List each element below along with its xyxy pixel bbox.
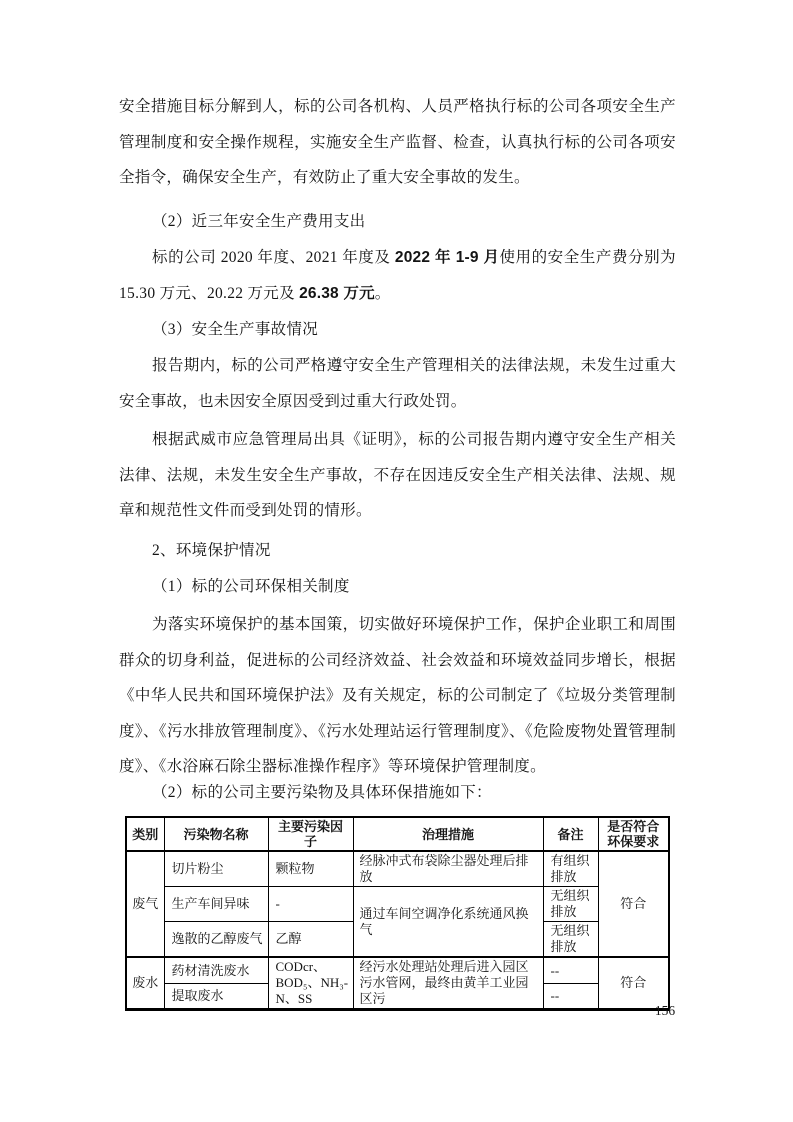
cell-pollution-factor: -	[268, 887, 353, 922]
pollutants-table	[125, 816, 670, 1011]
paragraph-safety-expense	[119, 240, 676, 311]
heading-safety-expense: （2）近三年安全生产费用支出	[152, 213, 366, 230]
expense-text-segment: 使用的安全生产费分别为 15.30 万元、20.22 万元及	[119, 249, 676, 302]
cell-pollutant-name: 药材清洗废水	[164, 957, 268, 984]
cell-pollutant-name: 提取废水	[164, 984, 268, 1010]
table-row	[126, 957, 669, 984]
cell-pollution-factor: 乙醇	[268, 922, 353, 958]
cell-pollution-factor: CODcr、BOD₅、NH₃-N、SS	[268, 957, 353, 1010]
paragraph-environment-system: 为落实环境保护的基本国策，切实做好环境保护工作，保护企业职工和周围群众的切身利益，促进标的公司经济效益、社会效益和环境效益同步增长，根据《中华人民共和国环境保护法》及有关规定，标的公司制定了《垃圾分类管理制度》、《污水排放管理制度》、《污水处理站运行管理制度》、《危险废物处置管理制度》、《水浴麻石除尘器标准操作程序》等环境保护管理制度。	[119, 616, 676, 775]
cell-pollutant-name: 逸散的乙醇废气	[164, 922, 268, 958]
expense-period-bold: 2022 年 1-9 月	[394, 249, 500, 266]
table-row	[126, 887, 669, 922]
cell-treatment: 经污水处理站处理后进入园区污水管网，最终由黄羊工业园区污	[353, 957, 543, 1010]
cell-compliance-gas: 符合	[598, 851, 669, 957]
cell-remark: --	[543, 984, 598, 1010]
cell-remark: --	[543, 957, 598, 984]
expense-text-segment: 。	[374, 284, 391, 302]
header-pollution-factor: 主要污染因子	[268, 817, 353, 851]
cell-remark: 有组织排放	[543, 851, 598, 887]
cell-pollutant-name: 切片粉尘	[164, 851, 268, 887]
paragraph-safety-continuation: 安全措施目标分解到人，标的公司各机构、人员严格执行标的公司各项安全生产管理制度和安全操作规程，实施安全生产监督、检查，认真执行标的公司各项安全指令，确保安全生产，有效防止了重大安全事故的发生。	[119, 98, 676, 186]
page-number: 156	[654, 1003, 676, 1018]
cell-category-water: 废水	[126, 957, 164, 1010]
cell-remark: 无组织排放	[543, 887, 598, 922]
cell-treatment: 经脉冲式布袋除尘器处理后排放	[353, 851, 543, 887]
header-pollutant-name: 污染物名称	[164, 817, 268, 851]
paragraph-safety-certificate: 根据武威市应急管理局出具《证明》，标的公司报告期内遵守安全生产相关法律、法规，未发生安全生产事故，不存在因违反安全生产相关法律、法规、规章和规范性文件而受到处罚的情形。	[119, 431, 676, 519]
heading-environment: 2、环境保护情况	[152, 542, 271, 559]
header-compliance: 是否符合环保要求	[598, 817, 669, 851]
expense-text-segment: 标的公司 2020 年度、2021 年度及	[152, 249, 395, 266]
heading-safety-accident: （3）安全生产事故情况	[152, 321, 319, 338]
cell-compliance-water: 符合	[598, 957, 669, 1010]
cell-category-gas: 废气	[126, 851, 164, 957]
table-header-row	[126, 817, 669, 851]
cell-treatment: 通过车间空调净化系统通风换气	[353, 887, 543, 958]
table-row	[126, 851, 669, 887]
heading-pollutants-table: （2）标的公司主要污染物及具体环保措施如下：	[152, 784, 492, 801]
header-treatment: 治理措施	[353, 817, 543, 851]
header-remark: 备注	[543, 817, 598, 851]
heading-environment-system: （1）标的公司环保相关制度	[152, 578, 350, 595]
header-category: 类别	[126, 817, 164, 851]
expense-amount-bold: 26.38 万元	[299, 284, 375, 302]
cell-pollutant-name: 生产车间异味	[164, 887, 268, 922]
cell-remark: 无组织排放	[543, 922, 598, 958]
cell-pollution-factor: 颗粒物	[268, 851, 353, 887]
paragraph-safety-accident: 报告期内，标的公司严格遵守安全生产管理相关的法律法规，未发生过重大安全事故，也未因安全原因受到过重大行政处罚。	[119, 357, 676, 410]
